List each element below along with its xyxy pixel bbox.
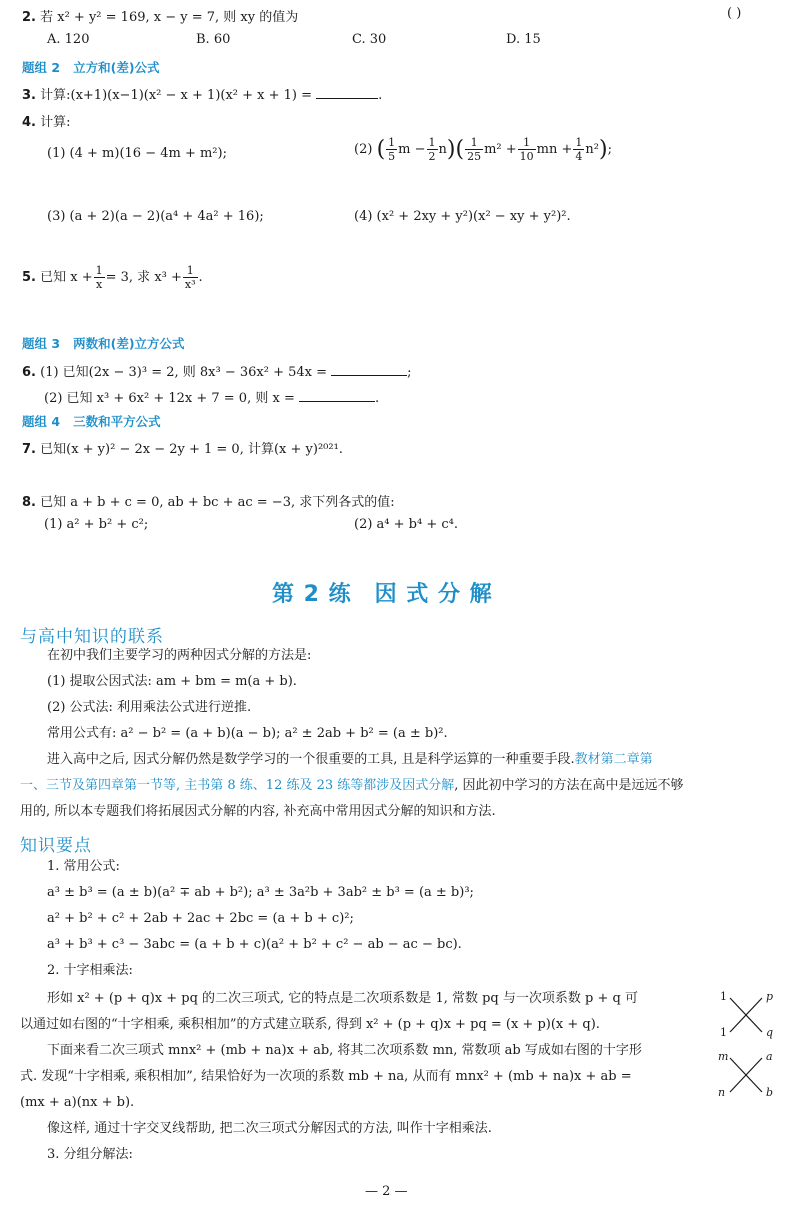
close-paren-icon: ) (598, 137, 608, 162)
question-6-part-1 (22, 361, 412, 380)
question-text: 计算:(x+1)(x−1)(x² − x + 1)(x² + x + 1) = (40, 88, 317, 103)
question-7 (22, 438, 343, 457)
subheading: 1. 常用公式: (47, 859, 120, 874)
term: n (438, 142, 447, 157)
term: = 3, 求 x³ + (105, 270, 182, 285)
paragraph-line: 常用公式有: a² − b² = (a + b)(a − b); a² ± 2ab + b² = (a ± b)². (47, 726, 448, 741)
paragraph-line (47, 747, 653, 773)
question-text: 若 x² + y² = 169, x − y = 7, 则 xy 的值为 (40, 10, 299, 25)
open-paren-icon: ( (455, 137, 465, 162)
formula-line: a³ + b³ + c³ − 3abc = (a + b + c)(a² + b² + c² − ab − ac − bc). (47, 937, 462, 952)
group-2-heading (22, 58, 160, 76)
fraction (94, 264, 105, 291)
subheading: 3. 分组分解法: (47, 1147, 133, 1162)
formula-line: a² + b² + c² + 2ab + 2ac + 2bc = (a + b + c)²; (47, 911, 354, 926)
term: m² + (484, 142, 517, 157)
question-8 (22, 491, 395, 510)
question-6-part-2 (44, 387, 379, 406)
open-paren-icon: ( (376, 137, 386, 162)
section-heading-link: 与高中知识的联系 (20, 627, 164, 647)
question-number: 6. (22, 365, 36, 380)
cross-label: a (766, 1050, 773, 1063)
question-text: 已知 a + b + c = 0, ab + bc + ac = −3, 求下列各式的值: (40, 495, 395, 510)
question-number: 5. (22, 270, 36, 285)
q8-part-2: (2) a⁴ + b⁴ + c⁴. (354, 517, 458, 532)
cross-label: q (766, 1026, 774, 1039)
term: mn + (536, 142, 573, 157)
group-title: 三数和平方公式 (73, 414, 161, 429)
paragraph-line: 形如 x² + (p + q)x + pq 的二次三项式, 它的特点是二次项系数是 1, 常数 pq 与一次项系数 p + q 可 (47, 991, 638, 1006)
text-span: 进入高中之后, 因式分解仍然是数学学习的一个很重要的工具, 且是科学运算的一种重要手段. (47, 752, 575, 767)
cross-label: m (718, 1050, 729, 1063)
q4-part-2 (354, 136, 612, 163)
section-heading-points: 知识要点 (20, 836, 92, 856)
question-4 (22, 111, 71, 130)
answer-blank (331, 363, 407, 376)
answer-blank (316, 86, 378, 99)
q8-part-1: (1) a² + b² + c²; (44, 517, 149, 532)
cross-diagram-1 (716, 990, 776, 1042)
fraction-denominator: 25 (467, 150, 482, 163)
lesson-title: 第 2 练 因 式 分 解 (272, 582, 493, 607)
fraction-denominator: 5 (388, 150, 396, 163)
cross-diagram-2 (716, 1050, 776, 1102)
group-label: 题组 2 (22, 60, 61, 75)
paragraph-line: 在初中我们主要学习的两种因式分解的方法是: (47, 648, 312, 663)
group-title: 两数和(差)立方公式 (73, 336, 185, 351)
cross-label: n (718, 1086, 726, 1099)
cross-label: p (766, 990, 774, 1003)
fraction-denominator: 4 (575, 150, 583, 163)
cross-label: 1 (720, 990, 727, 1003)
question-text: (1) 已知(2x − 3)³ = 2, 则 8x³ − 36x² + 54x = (40, 365, 332, 380)
part-label: (2) (354, 142, 373, 157)
text-span: , 因此初中学习的方法在高中是远远不够 (454, 778, 684, 793)
fraction-numerator: 1 (95, 264, 103, 277)
question-2 (22, 6, 298, 25)
fraction-numerator: 1 (518, 136, 536, 150)
fraction (183, 264, 198, 291)
question-text: 计算: (40, 115, 71, 130)
group-title: 立方和(差)公式 (73, 60, 160, 75)
paragraph-line: 像这样, 通过十字交叉线帮助, 把二次三项式分解因式的方法, 叫作十字相乘法. (47, 1121, 492, 1136)
question-end: . (374, 391, 380, 406)
paragraph-line (20, 773, 684, 799)
question-end: . (198, 270, 203, 285)
highlight-text: 一、三节及第四章第一节等, 主书第 8 练、12 练及 23 练等都涉及因式分解 (20, 778, 455, 793)
fraction (573, 136, 584, 163)
question-text: (2) 已知 x³ + 6x² + 12x + 7 = 0, 则 x = (44, 391, 299, 406)
close-paren-icon: ) (446, 137, 456, 162)
part-end: ; (607, 142, 612, 157)
answer-blank (299, 389, 375, 402)
fraction-denominator: 10 (519, 150, 534, 163)
fraction-numerator: 1 (575, 136, 583, 149)
fraction-numerator: 1 (465, 136, 483, 150)
formula-line: a³ ± b³ = (a ± b)(a² ∓ ab + b²); a³ ± 3a²b + 3ab² ± b³ = (a ± b)³; (47, 885, 474, 900)
fraction-numerator: 1 (428, 136, 436, 149)
question-5 (22, 264, 203, 291)
cross-label: b (766, 1086, 774, 1099)
term: m − (398, 142, 426, 157)
q4-part-4: (4) (x² + 2xy + y²)(x² − xy + y²)². (354, 209, 571, 224)
paragraph-line: (1) 提取公因式法: am + bm = m(a + b). (47, 674, 297, 689)
fraction-numerator: 1 (183, 264, 198, 278)
paragraph-line: (mx + a)(nx + b). (20, 1095, 135, 1110)
q4-part-1: (1) (4 + m)(16 − 4m + m²); (47, 146, 227, 161)
option-c: C. 30 (352, 32, 387, 47)
page-number: — 2 — (365, 1184, 408, 1199)
question-number: 7. (22, 442, 36, 457)
group-label: 题组 3 (22, 336, 61, 351)
question-number: 4. (22, 115, 36, 130)
fraction (465, 136, 483, 163)
question-number: 8. (22, 495, 36, 510)
fraction-numerator: 1 (388, 136, 396, 149)
group-4-heading (22, 412, 161, 430)
question-end: ; (407, 365, 412, 380)
fraction-denominator: 2 (428, 150, 436, 163)
question-end: . (378, 88, 383, 103)
highlight-text: 教材第二章第 (574, 752, 653, 767)
fraction (386, 136, 397, 163)
option-d: D. 15 (506, 32, 541, 47)
question-text: 已知(x + y)² − 2x − 2y + 1 = 0, 计算(x + y)²⁰²¹. (40, 442, 343, 457)
answer-paren: ( ) (727, 6, 742, 21)
group-label: 题组 4 (22, 414, 61, 429)
paragraph-line: (2) 公式法: 利用乘法公式进行逆推. (47, 700, 252, 715)
subheading: 2. 十字相乘法: (47, 963, 133, 978)
option-b: B. 60 (196, 32, 231, 47)
question-number: 3. (22, 88, 36, 103)
term: n² (585, 142, 599, 157)
paragraph-line: 下面来看二次三项式 mnx² + (mb + na)x + ab, 将其二次项系数 mn, 常数项 ab 写成如右图的十字形 (47, 1043, 642, 1058)
fraction-denominator: x (96, 278, 103, 291)
fraction (518, 136, 536, 163)
option-a: A. 120 (47, 32, 90, 47)
group-3-heading (22, 334, 185, 352)
question-number: 2. (22, 10, 36, 25)
fraction (427, 136, 438, 163)
q4-part-3: (3) (a + 2)(a − 2)(a⁴ + 4a² + 16); (47, 209, 264, 224)
term: 已知 x + (40, 270, 93, 285)
question-3 (22, 84, 382, 103)
paragraph-line: 用的, 所以本专题我们将拓展因式分解的内容, 补充高中常用因式分解的知识和方法. (20, 804, 496, 819)
cross-label: 1 (720, 1026, 727, 1039)
paragraph-line: 以通过如右图的“十字相乘, 乘积相加”的方式建立联系, 得到 x² + (p + q)x + pq = (x + p)(x + q). (20, 1017, 600, 1032)
fraction-denominator: x³ (184, 278, 196, 291)
paragraph-line: 式. 发现“十字相乘, 乘积相加”, 结果恰好为一次项的系数 mb + na, 从而有 mnx² + (mb + na)x + ab = (20, 1069, 632, 1084)
